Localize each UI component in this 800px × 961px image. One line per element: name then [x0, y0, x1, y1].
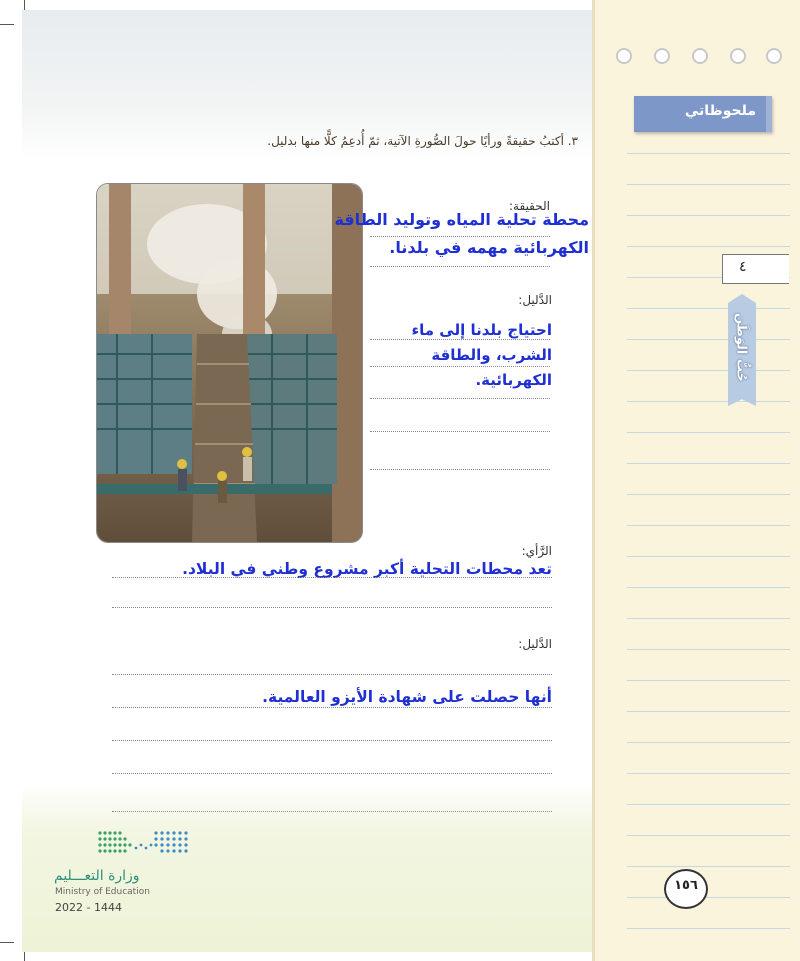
- answer-line: [112, 811, 552, 812]
- notes-tab-label: ملحوظاتي: [684, 103, 756, 119]
- binder-ring: [692, 48, 708, 64]
- desalination-plant-photo: [96, 183, 363, 543]
- answer-line: [112, 674, 552, 675]
- crop-mark: [24, 951, 25, 961]
- crop-mark: [0, 942, 14, 943]
- notes-tab: [634, 96, 772, 132]
- binder-ring: [616, 48, 632, 64]
- fact-evidence-line-3: الكهربائية.: [475, 371, 552, 389]
- answer-line: [370, 469, 550, 470]
- unit-title: حُبُّ الوَطَن: [733, 312, 749, 383]
- notes-panel: [592, 0, 800, 961]
- answer-line: [370, 366, 550, 367]
- edition-year: 2022 - 1444: [55, 901, 122, 914]
- question-text: ٣. أكتبُ حقيقةً ورأيًا حولَ الصُّورةِ الآتية، ثمّ أُدعِمُ كلًّا منها بدليل.: [267, 134, 578, 148]
- fact-label: الحقيقة:: [509, 199, 550, 213]
- unit-number-box: [722, 254, 789, 284]
- answer-line: [112, 773, 552, 774]
- answer-line: [370, 339, 550, 340]
- page-number: ١٥٦: [674, 878, 698, 893]
- binder-ring: [766, 48, 782, 64]
- crop-mark: [0, 24, 14, 25]
- ministry-logo: [96, 828, 191, 858]
- answer-line: [112, 707, 552, 708]
- ministry-logo-mark: [96, 828, 191, 858]
- fact-evidence-line-2: الشرب، والطاقة: [431, 346, 552, 364]
- fact-evidence-line-1: احتياج بلدنا إلى ماء: [411, 321, 552, 339]
- answer-line: [370, 236, 550, 237]
- fact-answer-line-2: الكهربائية مهمه في بلدنا.: [389, 238, 589, 257]
- answer-line: [370, 398, 550, 399]
- fact-answer-line-1: محطة تحلية المياه وتوليد الطاقة: [334, 210, 589, 229]
- opinion-evidence-label: الدَّليل:: [518, 637, 552, 651]
- answer-line: [370, 431, 550, 432]
- ministry-name-ar: وزارة التعـــليم: [54, 868, 140, 884]
- ministry-name-en: Ministry of Education: [55, 887, 150, 897]
- panel-divider: [592, 0, 595, 961]
- opinion-answer: تعد محطات التحلية أكبر مشروع وطني في البلاد.: [182, 560, 552, 578]
- answer-line: [112, 607, 552, 608]
- answer-line: [112, 740, 552, 741]
- fact-evidence-label: الدَّليل:: [518, 293, 552, 307]
- answer-line: [370, 266, 550, 267]
- answer-line: [112, 577, 552, 578]
- plant-illustration: [97, 184, 362, 542]
- opinion-label: الرَّأي:: [521, 544, 552, 558]
- opinion-evidence-answer: أنها حصلت على شهادة الأيزو العالمية.: [262, 688, 552, 706]
- binder-ring: [730, 48, 746, 64]
- unit-number: ٤: [739, 259, 747, 275]
- binder-ring: [654, 48, 670, 64]
